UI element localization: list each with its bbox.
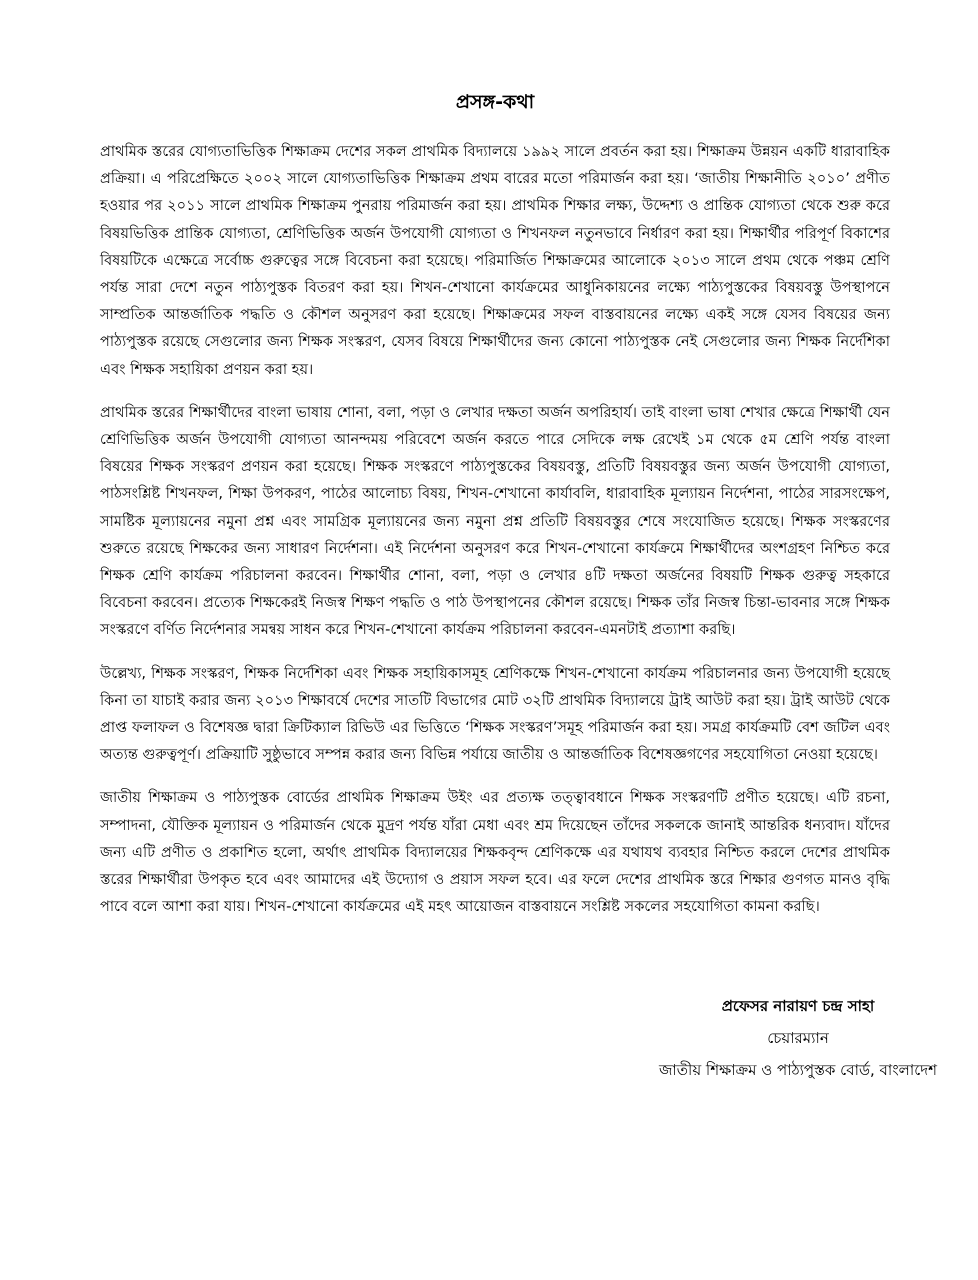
signatory-organization: জাতীয় শিক্ষাক্রম ও পাঠ্যপুস্তক বোর্ড, বাংলাদেশ [659,1061,937,1079]
signatory-name: প্রফেসর নারায়ণ চন্দ্র সাহা [721,997,875,1015]
paragraph-bangla-teacher-edition: প্রাথমিক স্তরের শিক্ষার্থীদের বাংলা ভাষায় শোনা, বলা, পড়া ও লেখার দক্ষতা অর্জন অপরিহার্য। তাই বাংলা ভাষা শেখার ক্ষেত্রে শিক্ষার্থী যেন শ্রেণিভিত্তিক অর্জন উপযোগী যোগ্যতা আনন্দময় পরিবেশে অর্জন করতে পারে সেদিকে লক্ষ রেখেই ১ম থেকে ৫ম শ্রেণি পর্যন্ত বাংলা বিষয়ের শিক্ষক সংস্করণ প্রণয়ন করা হয়েছে। শিক্ষক সংস্করণে পাঠ্যপুস্তকের বিষয়বস্তু, প্রতিটি বিষয়বস্তুর জন্য অর্জন উপযোগী যোগ্যতা, পাঠসংশ্লিষ্ট শিখনফল, শিক্ষা উপকরণ, পাঠের আলোচ্য বিষয়, শিখন-শেখানো কার্যাবলি, ধারাবাহিক মূল্যায়ন নির্দেশনা, পাঠের সারসংক্ষেপ, সামষ্টিক মূল্যায়নের নমুনা প্রশ্ন এবং সামগ্রিক মূল্যায়নের জন্য নমুনা প্রশ্ন প্রতিটি বিষয়বস্তুর শেষে সংযোজিত হয়েছে। শিক্ষক সংস্করণের শুরুতে রয়েছে শিক্ষকের জন্য সাধারণ নির্দেশনা। এই নির্দেশনা অনুসরণ করে শিখন-শেখানো কার্যক্রমে শিক্ষার্থীদের অংশগ্রহণ নিশ্চিত করে শিক্ষক শ্রেণি কার্যক্রম পরিচালনা করবেন। শিক্ষার্থীর শোনা, বলা, পড়া ও লেখার ৪টি দক্ষতা অর্জনের বিষয়টি শিক্ষক গুরুত্ব সহকারে বিবেচনা করবেন। প্রত্যেক শিক্ষকেরই নিজস্ব শিক্ষণ পদ্ধতি ও পাঠ উপস্থাপনের কৌশল রয়েছে। শিক্ষক তাঁর নিজস্ব চিন্তা-ভাবনার সঙ্গে শিক্ষক সংস্করণে বর্ণিত নির্দেশনার সমন্বয় সাধন করে শিখন-শেখানো কার্যক্রম পরিচালনা করবেন-এমনটাই প্রত্যাশা করছি। [100,403,890,639]
paragraph-acknowledgement: জাতীয় শিক্ষাক্রম ও পাঠ্যপুস্তক বোর্ডের প্রাথমিক শিক্ষাক্রম উইং এর প্রত্যক্ষ তত্ত্বাবধানে শিক্ষক সংস্করণটি প্রণীত হয়েছে। এটি রচনা, সম্পাদনা, যৌক্তিক মূল্যায়ন ও পরিমার্জন থেকে মুদ্রণ পর্যন্ত যাঁরা মেধা এবং শ্রম দিয়েছেন তাঁদের সকলকে জানাই আন্তরিক ধন্যবাদ। যাঁদের জন্য এটি প্রণীত ও প্রকাশিত হলো, অর্থাৎ প্রাথমিক বিদ্যালয়ের শিক্ষকবৃন্দ শ্রেণিকক্ষে এর যথাযথ ব্যবহার নিশ্চিত করলে দেশের প্রাথমিক স্তরের শিক্ষার্থীরা উপকৃত হবে এবং আমাদের এই উদ্যোগ ও প্রয়াস সফল হবে। এর ফলে দেশের প্রাথমিক স্তরে শিক্ষার গুণগত মানও বৃদ্ধি পাবে বলে আশা করা যায়। শিখন-শেখানো কার্যক্রমের এই মহৎ আয়োজন বাস্তবায়নে সংশ্লিষ্ট সকলের সহযোগিতা কামনা করছি। [100,789,890,916]
document-title: প্রসঙ্গ-কথা [455,91,535,113]
signature-block [618,990,978,1086]
signatory-designation: চেয়ারম্যান [767,1029,829,1047]
paragraph-tryout-review: উল্লেখ্য, শিক্ষক সংস্করণ, শিক্ষক নির্দেশিকা এবং শিক্ষক সহায়িকাসমূহ শ্রেণিকক্ষে শিখন-শেখানো কার্যক্রম পরিচালনার জন্য উপযোগী হয়েছে কিনা তা যাচাই করার জন্য ২০১৩ শিক্ষাবর্ষে দেশের সাতটি বিভাগের মোট ৩২টি প্রাথমিক বিদ্যালয়ে ট্রাই আউট করা হয়। ট্রাই আউট থেকে প্রাপ্ত ফলাফল ও বিশেষজ্ঞ দ্বারা ক্রিটিক্যাল রিভিউ এর ভিত্তিতে ‘শিক্ষক সংস্করণ’সমূহ পরিমার্জন করা হয়। সমগ্র কার্যক্রমটি বেশ জটিল এবং অত্যন্ত গুরুত্বপূর্ণ। প্রক্রিয়াটি সুষ্ঠুভাবে সম্পন্ন করার জন্য বিভিন্ন পর্যায়ে জাতীয় ও আন্তর্জাতিক বিশেষজ্ঞগণের সহযোগিতা নেওয়া হয়েছে। [100,664,890,764]
paragraph-curriculum-history: প্রাথমিক স্তরের যোগ্যতাভিত্তিক শিক্ষাক্রম দেশের সকল প্রাথমিক বিদ্যালয়ে ১৯৯২ সালে প্রবর্তন করা হয়। শিক্ষাক্রম উন্নয়ন একটি ধারাবাহিক প্রক্রিয়া। এ পরিপ্রেক্ষিতে ২০০২ সালে যোগ্যতাভিত্তিক শিক্ষাক্রম প্রথম বারের মতো পরিমার্জন করা হয়। ‘জাতীয় শিক্ষানীতি ২০১০’ প্রণীত হওয়ার পর ২০১১ সালে প্রাথমিক শিক্ষাক্রম পুনরায় পরিমার্জন করা হয়। প্রাথমিক শিক্ষার লক্ষ্য, উদ্দেশ্য ও প্রান্তিক যোগ্যতা থেকে শুরু করে বিষয়ভিত্তিক প্রান্তিক যোগ্যতা, শ্রেণিভিত্তিক অর্জন উপযোগী যোগ্যতা ও শিখনফল নতুনভাবে নির্ধারণ করা হয়। শিক্ষার্থীর পরিপূর্ণ বিকাশের বিষয়টিকে এক্ষেত্রে সর্বোচ্চ গুরুত্বের সঙ্গে বিবেচনা করা হয়েছে। পরিমার্জিত শিক্ষাক্রমের আলোকে ২০১৩ সালে প্রথম থেকে পঞ্চম শ্রেণি পর্যন্ত সারা দেশে নতুন পাঠ্যপুস্তক বিতরণ করা হয়। শিখন-শেখানো কার্যক্রমের আধুনিকায়নের লক্ষ্যে পাঠ্যপুস্তকের বিষয়বস্তু উপস্থাপনে সাম্প্রতিক আন্তর্জাতিক পদ্ধতি ও কৌশল অনুসরণ করা হয়েছে। শিক্ষাক্রমের সফল বাস্তবায়নের লক্ষ্যে একই সঙ্গে যেসব বিষয়ের জন্য পাঠ্যপুস্তক রয়েছে সেগুলোর জন্য শিক্ষক সংস্করণ, যেসব বিষয়ে শিক্ষার্থীদের জন্য কোনো পাঠ্যপুস্তক নেই সেগুলোর জন্য শিক্ষক নির্দেশিকা এবং শিক্ষক সহায়িকা প্রণয়ন করা হয়। [100,143,890,378]
document-page [100,88,890,936]
